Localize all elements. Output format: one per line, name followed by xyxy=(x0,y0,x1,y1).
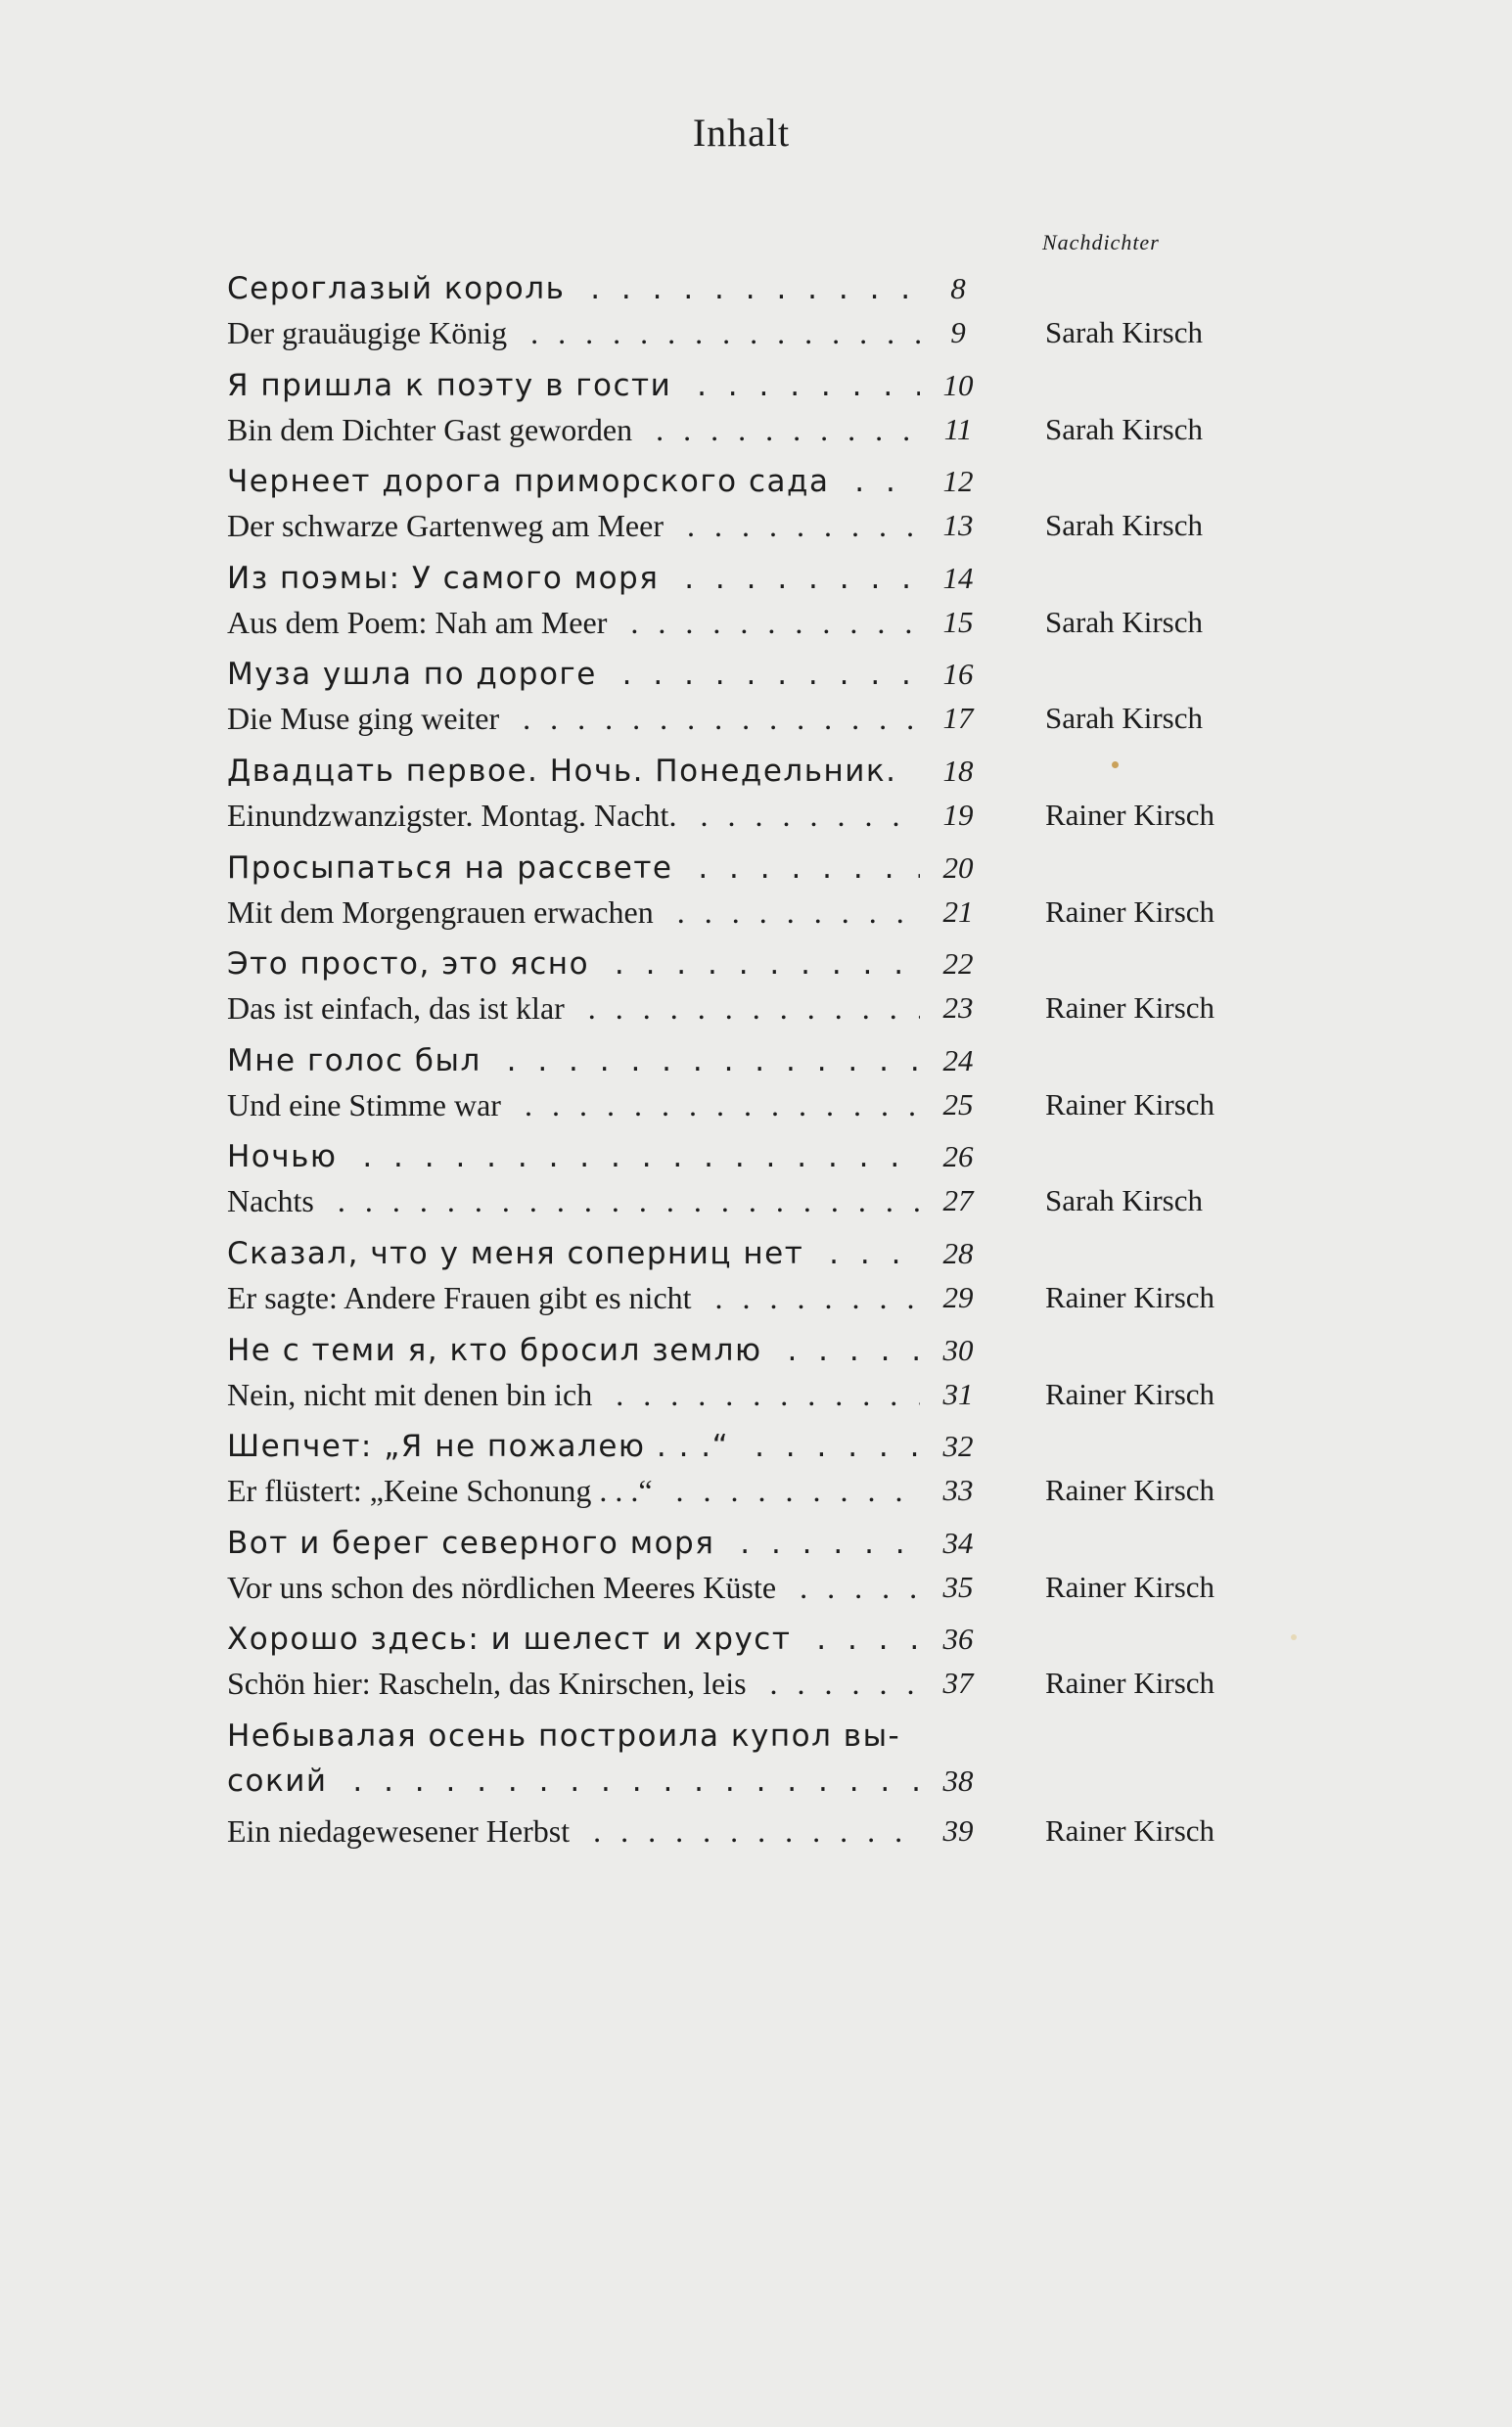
entry-title-text: Шепчет: „Я не пожалею . . .“ xyxy=(227,1429,739,1464)
toc-line xyxy=(227,1275,1284,1320)
entry-title-text: Mit dem Morgengrauen erwachen xyxy=(227,894,664,930)
toc-entry xyxy=(227,1617,1284,1714)
entry-title-text: сокий xyxy=(227,1763,338,1799)
translator-name: Rainer Kirsch xyxy=(1045,1086,1215,1122)
entry-title xyxy=(227,1759,920,1804)
entry-title xyxy=(227,749,920,794)
entry-title-text: Вот и берег северного моря xyxy=(227,1526,724,1561)
entry-title xyxy=(227,890,920,935)
entry-title xyxy=(227,1714,920,1759)
page-number: 27 xyxy=(942,1183,974,1218)
page-number: 30 xyxy=(942,1332,974,1367)
toc-line xyxy=(227,1617,1284,1662)
entry-title xyxy=(227,1424,920,1469)
entry-title-text: Из поэмы: У самого моря xyxy=(227,561,668,596)
entry-title-text: Ein niedagewesener Herbst xyxy=(227,1813,579,1849)
toc-line xyxy=(227,1178,1284,1223)
paper-speck xyxy=(1112,761,1119,768)
page-number: 17 xyxy=(942,701,974,736)
entry-title-text: Чернеет дорога приморского сада xyxy=(227,464,839,499)
toc-line xyxy=(227,363,1284,408)
page-number: 29 xyxy=(942,1279,974,1314)
entry-title-text: Ночью xyxy=(227,1139,346,1174)
paper-speck xyxy=(1291,1634,1297,1640)
entry-title xyxy=(227,1275,920,1320)
entry-title-text: Nachts xyxy=(227,1183,324,1218)
translator-column-header: Nachdichter xyxy=(1042,230,1160,254)
entry-title-text: Und eine Stimme war xyxy=(227,1087,511,1122)
page-number: 33 xyxy=(942,1473,974,1508)
toc-line xyxy=(227,696,1284,741)
toc-line xyxy=(227,1809,1284,1854)
page-number: 36 xyxy=(942,1622,974,1657)
entry-title-text: Просыпаться на рассвете xyxy=(227,850,682,886)
translator-name: Rainer Kirsch xyxy=(1045,1569,1215,1604)
toc-entry xyxy=(227,941,1284,1038)
toc-line xyxy=(227,1468,1284,1513)
entry-title-text: Vor uns schon des nördlichen Meeres Küste xyxy=(227,1570,786,1605)
page-number: 10 xyxy=(942,367,974,402)
entry-title-text: Der grauäugige König xyxy=(227,315,517,350)
translator-name: Sarah Kirsch xyxy=(1045,604,1203,639)
toc-entry xyxy=(227,1424,1284,1521)
toc-entry xyxy=(227,266,1284,363)
page-number: 8 xyxy=(950,271,966,305)
toc-line xyxy=(227,652,1284,697)
toc-entry xyxy=(227,652,1284,749)
toc-line xyxy=(227,503,1284,548)
entry-title xyxy=(227,459,920,504)
toc-line xyxy=(227,1521,1284,1566)
toc-entry xyxy=(227,556,1284,653)
toc-line xyxy=(227,793,1284,838)
page-number: 22 xyxy=(942,946,974,982)
entry-title-text: Er flüstert: „Keine Schonung . . .“ xyxy=(227,1473,663,1508)
toc-line xyxy=(227,941,1284,986)
translator-name: Rainer Kirsch xyxy=(1045,990,1215,1026)
toc-entry xyxy=(227,749,1284,846)
translator-name: Rainer Kirsch xyxy=(1045,1376,1215,1411)
toc-entry xyxy=(227,846,1284,942)
translator-name: Rainer Kirsch xyxy=(1045,797,1215,832)
entry-title-text: Мне голос был xyxy=(227,1043,491,1078)
toc-line xyxy=(227,1231,1284,1276)
page-number: 15 xyxy=(942,604,974,639)
page-number: 28 xyxy=(942,1235,974,1270)
entry-title-text: Двадцать первое. Ночь. Понедельник. xyxy=(227,754,907,789)
entry-title-text: Небывалая осень построила купол вы- xyxy=(227,1718,910,1754)
toc-entry xyxy=(227,1038,1284,1135)
page-number: 13 xyxy=(942,508,974,543)
entry-title xyxy=(227,1178,920,1223)
page-number: 11 xyxy=(943,411,973,446)
page-number: 21 xyxy=(942,893,974,929)
entry-title-text: Nein, nicht mit denen bin ich xyxy=(227,1377,602,1412)
toc-entry xyxy=(227,1328,1284,1425)
toc-line xyxy=(227,1714,1284,1759)
entry-title xyxy=(227,600,920,645)
entry-title xyxy=(227,1617,920,1662)
page-number: 18 xyxy=(942,753,974,788)
entry-title xyxy=(227,941,920,986)
entry-title xyxy=(227,696,920,741)
entry-title xyxy=(227,310,920,355)
toc-line xyxy=(227,846,1284,891)
translator-name: Sarah Kirsch xyxy=(1045,701,1203,736)
translator-name: Sarah Kirsch xyxy=(1045,1183,1203,1218)
entry-title xyxy=(227,1661,920,1706)
entry-title xyxy=(227,1038,920,1083)
entry-title-text: Сказал, что у меня соперниц нет xyxy=(227,1236,813,1271)
toc-line xyxy=(227,556,1284,601)
page-number: 20 xyxy=(942,849,974,885)
page-number: 16 xyxy=(942,657,974,692)
entry-title-text: Das ist einfach, das ist klar xyxy=(227,990,574,1026)
translator-name: Rainer Kirsch xyxy=(1045,1279,1215,1314)
entry-title xyxy=(227,1082,920,1127)
page-number: 32 xyxy=(942,1429,974,1464)
page-title: Inhalt xyxy=(692,111,791,155)
entry-title xyxy=(227,556,920,601)
entry-title xyxy=(227,266,920,311)
toc-line xyxy=(227,890,1284,935)
entry-title xyxy=(227,793,920,838)
toc-line xyxy=(227,1565,1284,1610)
translator-name: Sarah Kirsch xyxy=(1045,315,1203,349)
translator-name: Sarah Kirsch xyxy=(1045,508,1203,543)
entry-title xyxy=(227,1809,920,1854)
page-number: 25 xyxy=(942,1086,974,1122)
entry-title xyxy=(227,1231,920,1276)
entry-title-text: Bin dem Dichter Gast geworden xyxy=(227,412,642,447)
page-number: 19 xyxy=(942,797,974,832)
entry-title-text: Die Muse ging weiter xyxy=(227,701,509,736)
entry-title xyxy=(227,1134,920,1179)
entry-title-text: Я пришла к поэту в гости xyxy=(227,368,681,403)
entry-title xyxy=(227,1521,920,1566)
table-of-contents xyxy=(227,266,1284,1860)
toc-entry xyxy=(227,1134,1284,1231)
entry-title-text: Aus dem Poem: Nah am Meer xyxy=(227,605,617,640)
entry-title-text: Einundzwanzigster. Montag. Nacht. xyxy=(227,798,686,833)
entry-title xyxy=(227,363,920,408)
entry-title xyxy=(227,1565,920,1610)
toc-entry xyxy=(227,1714,1284,1860)
entry-title-text: Der schwarze Gartenweg am Meer xyxy=(227,508,673,543)
entry-title-text: Сероглазый король xyxy=(227,271,574,306)
page-number: 37 xyxy=(942,1666,974,1701)
page-number: 35 xyxy=(942,1569,974,1604)
toc-line xyxy=(227,600,1284,645)
entry-title xyxy=(227,503,920,548)
toc-line xyxy=(227,1372,1284,1417)
entry-title xyxy=(227,1468,920,1513)
translator-name: Sarah Kirsch xyxy=(1045,411,1203,446)
entry-title xyxy=(227,652,920,697)
translator-name: Rainer Kirsch xyxy=(1045,1812,1215,1848)
toc-entry xyxy=(227,363,1284,460)
toc-line xyxy=(227,1661,1284,1706)
entry-title xyxy=(227,1372,920,1417)
toc-line xyxy=(227,459,1284,504)
toc-line xyxy=(227,1424,1284,1469)
toc-entry xyxy=(227,459,1284,556)
entry-title-text: Это просто, это ясно xyxy=(227,946,599,982)
entry-title-text: Хорошо здесь: и шелест и хруст xyxy=(227,1622,801,1657)
page-number: 26 xyxy=(942,1139,974,1174)
entry-title xyxy=(227,407,920,452)
toc-entry xyxy=(227,1231,1284,1328)
toc-line xyxy=(227,266,1284,311)
entry-title-text: Муза ушла по дороге xyxy=(227,657,607,692)
toc-line xyxy=(227,985,1284,1030)
toc-line xyxy=(227,1134,1284,1179)
entry-title xyxy=(227,1328,920,1373)
entry-title-text: Schön hier: Rascheln, das Knirschen, leis xyxy=(227,1666,756,1701)
entry-title-text: Не с теми я, кто бросил землю xyxy=(227,1333,772,1368)
page-number: 31 xyxy=(942,1376,974,1411)
toc-line xyxy=(227,310,1284,355)
page-number: 14 xyxy=(942,560,974,595)
page-number: 24 xyxy=(942,1042,974,1077)
page-number: 39 xyxy=(942,1812,974,1848)
translator-name: Rainer Kirsch xyxy=(1045,1473,1215,1508)
toc-line xyxy=(227,407,1284,452)
page-number: 12 xyxy=(942,464,974,499)
toc-line xyxy=(227,1038,1284,1083)
toc-line xyxy=(227,1328,1284,1373)
page-number: 38 xyxy=(942,1763,974,1798)
toc-line xyxy=(227,1759,1284,1804)
toc-line xyxy=(227,1082,1284,1127)
entry-title xyxy=(227,985,920,1030)
translator-name: Rainer Kirsch xyxy=(1045,893,1215,929)
page-number: 9 xyxy=(950,315,966,349)
page-number: 34 xyxy=(942,1525,974,1560)
page-number: 23 xyxy=(942,990,974,1026)
translator-name: Rainer Kirsch xyxy=(1045,1666,1215,1701)
toc-line xyxy=(227,749,1284,794)
entry-title-text: Er sagte: Andere Frauen gibt es nicht xyxy=(227,1280,702,1315)
toc-entry xyxy=(227,1521,1284,1618)
entry-title xyxy=(227,846,920,891)
